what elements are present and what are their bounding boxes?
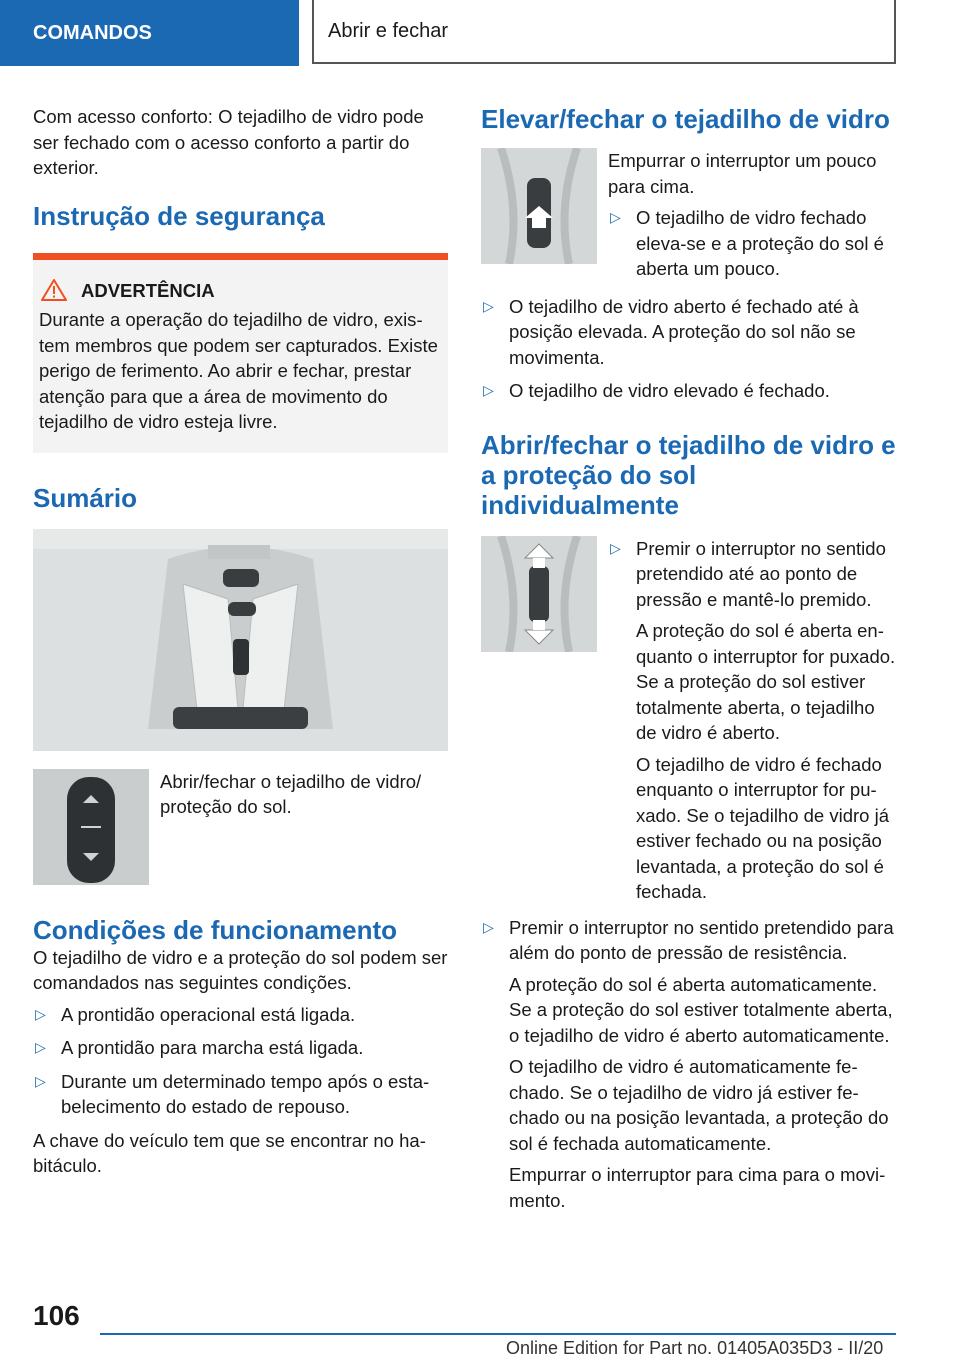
conditions-intro: O tejadilho de vidro e a proteção do sol podem ser comandados nas seguintes condições. (33, 946, 448, 993)
warning-triangle-icon (41, 278, 67, 302)
individual-switch-illustration (481, 536, 597, 652)
edition-link[interactable]: Online Edition for Part no. 01405A035D3 - II/20 (506, 1338, 884, 1358)
triangle-right-icon: ▷ (35, 1005, 46, 1022)
list-item-paragraph: O tejadilho de vidro é automaticamente fechado. Se o tejadilho de vidro já estiver fechado ou na posição levantada, a proteção do sol é fechada automaticamente. (509, 1056, 889, 1154)
triangle-right-icon: ▷ (483, 297, 494, 314)
safety-heading: Instrução de segurança (33, 200, 325, 231)
warning-header (39, 278, 442, 304)
individual-list (481, 915, 897, 1214)
warning-text: Durante a operação do tejadilho de vidro, existem membros que podem ser capturados. Existe perigo de ferimento. Ao abrir e fechar, prestar atenção para que a área de movimento do tejadilho de vidro esteja livre. (39, 309, 438, 432)
intro-paragraph: Com acesso conforto: O tejadilho de vidro pode ser fechado com o acesso conforto a partir do exterior. (33, 106, 424, 178)
overhead-console-image (33, 529, 448, 751)
list-item (608, 536, 897, 905)
individual-block (481, 536, 897, 913)
conditions-heading: Condições de funcionamento (33, 914, 398, 945)
list-item (33, 1002, 448, 1028)
list-item-paragraph: O tejadilho de vidro é fechado enquanto o interruptor for puxado. Se o tejadilho de vidro já estiver fechado ou na posição levantada, a proteção do sol é fechada. (636, 753, 890, 902)
list-item (481, 378, 897, 404)
individual-heading: Abrir/fechar o tejadilho de vidro e a proteção do sol individualmente (481, 429, 896, 520)
list-item (481, 294, 897, 371)
list-item-text: O tejadilho de vidro elevado é fechado. (509, 380, 830, 401)
warning-title: ADVERTÊNCIA (81, 279, 215, 301)
warning-box (33, 253, 448, 453)
summary-caption: Abrir/fechar o tejadilho de vidro/ proteção do sol. (160, 770, 422, 817)
summary-heading: Sumário (33, 482, 138, 513)
triangle-right-icon: ▷ (483, 918, 494, 935)
individual-content (608, 536, 897, 913)
footer-divider (100, 1333, 896, 1335)
list-item-text: A prontidão operacional está ligada. (61, 1003, 356, 1025)
triangle-right-icon: ▷ (35, 1039, 46, 1055)
chapter-title: Abrir e fechar (312, 0, 896, 64)
individual-sublist (608, 536, 897, 905)
raise-list (481, 294, 897, 404)
raise-block (481, 148, 897, 290)
triangle-right-icon: ▷ (483, 382, 494, 398)
list-item-paragraph: A proteção do sol é aberta enquanto o interruptor for puxado. Se a proteção do sol estiver totalmente aberta, o tejadilho de vidro é aberto. (636, 620, 896, 743)
raise-switch-image (481, 148, 597, 264)
list-item-paragraph: A proteção do sol é aberta automaticamente. Se a proteção do sol estiver totalmente aberta, o tejadilho de vidro é aberto automaticamente. (509, 973, 893, 1046)
right-column (481, 104, 897, 1221)
raise-heading: Elevar/fechar o tejadilho de vidro (481, 104, 890, 134)
conditions-outro: A chave do veículo tem que se encontrar no habitáculo. (33, 1129, 426, 1176)
raise-switch-illustration (481, 148, 597, 264)
list-item (33, 1069, 448, 1120)
page-number: 106 (33, 1300, 80, 1331)
left-column (33, 104, 448, 1185)
section-tab: COMANDOS (0, 0, 299, 66)
raise-text: Empurrar o interruptor um pouco para cima. (608, 150, 877, 197)
individual-switch-image (481, 536, 597, 652)
list-item-text: O tejadilho de vidro aberto é fechado até à posição elevada. A proteção do sol não se movimenta. (509, 295, 859, 368)
conditions-list (33, 1002, 448, 1120)
list-item-paragraph: Empurrar o interruptor para cima para o movimento. (509, 1164, 886, 1211)
triangle-right-icon: ▷ (610, 209, 621, 225)
list-item-text: Durante um determinado tempo após o estabelecimento do estado de repouso. (61, 1070, 430, 1117)
list-item (33, 1035, 448, 1061)
summary-item (33, 769, 448, 885)
list-item-text: Premir o interruptor no sentido pretendido até ao ponto de pressão e mantê-lo premido. (636, 537, 886, 610)
triangle-right-icon: ▷ (610, 539, 621, 556)
list-item-text: A prontidão para marcha está ligada. (61, 1037, 364, 1058)
list-item (481, 915, 897, 1214)
list-item-text: Premir o interruptor no sentido pretendido para além do ponto de pressão de resistência. (509, 916, 894, 963)
list-item (608, 205, 897, 282)
overhead-console-illustration (33, 529, 448, 751)
list-item-text: O tejadilho de vidro fechado eleva-se e a proteção do sol é aberta um pouco. (636, 207, 884, 279)
raise-sublist (608, 205, 897, 282)
sunroof-switch-illustration (33, 769, 149, 885)
sunroof-switch-image (33, 769, 149, 885)
triangle-right-icon: ▷ (35, 1072, 46, 1089)
raise-content (608, 148, 897, 290)
